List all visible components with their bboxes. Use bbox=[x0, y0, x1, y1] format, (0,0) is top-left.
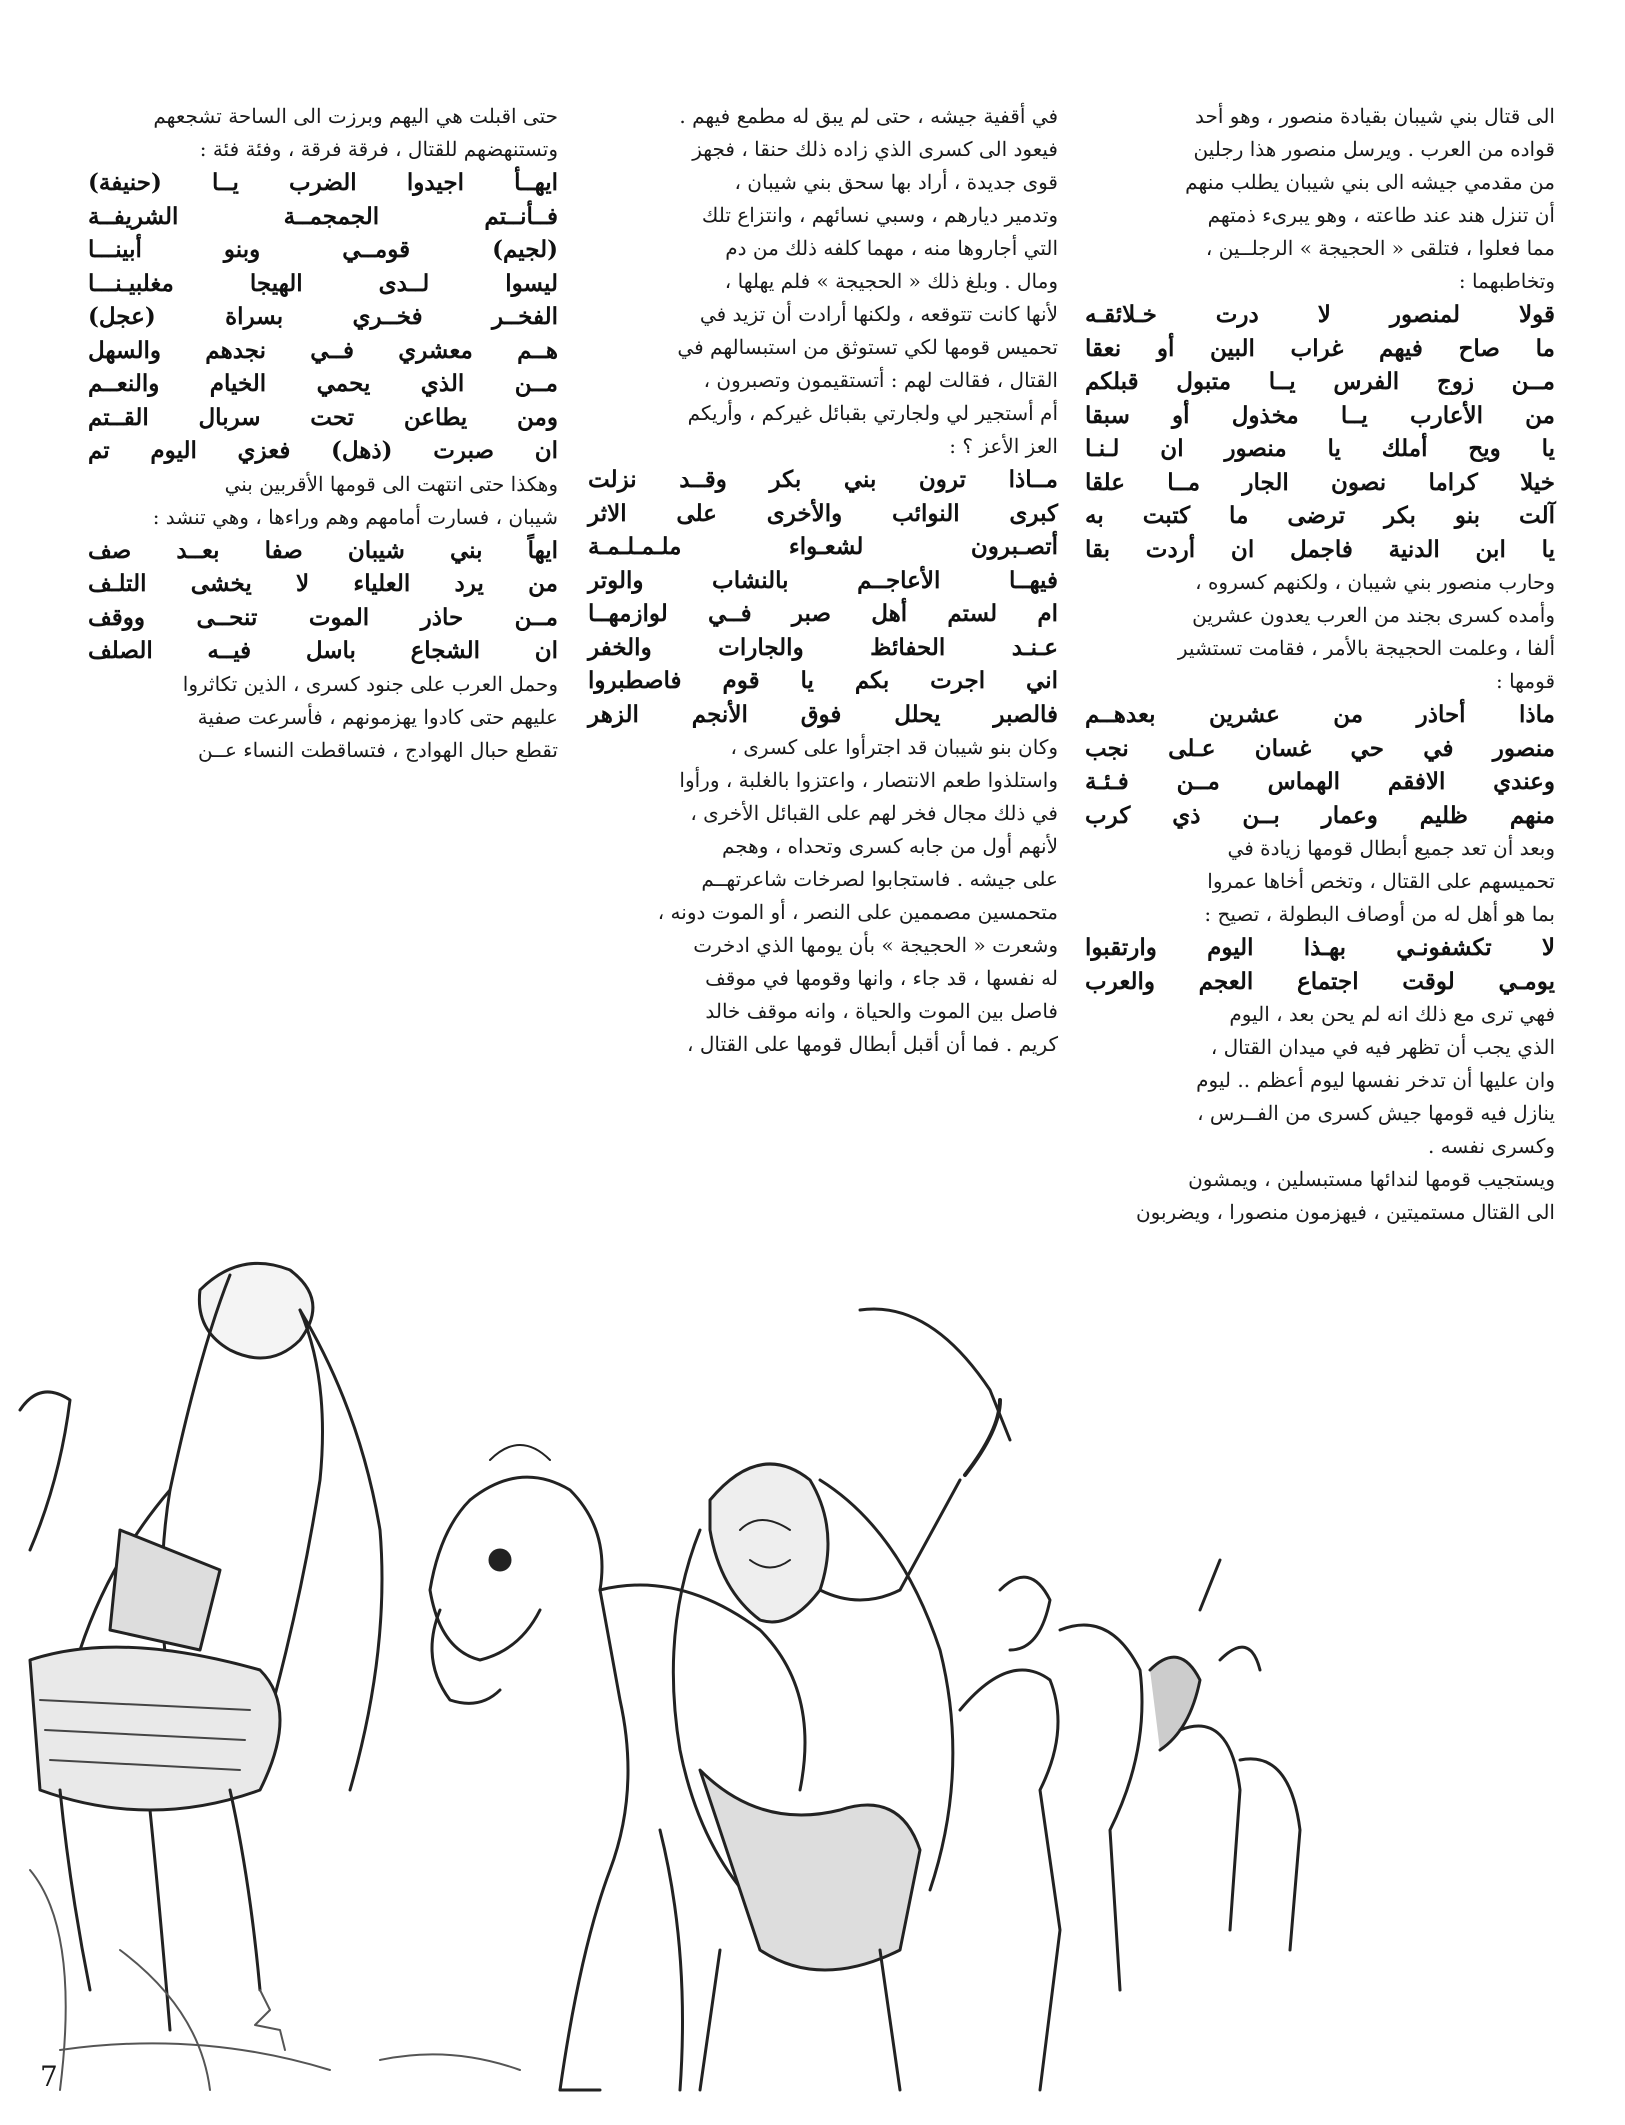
column-middle bbox=[588, 100, 1058, 1061]
verse-line: منصور في حي غسان عـلى نجب bbox=[1085, 734, 1555, 762]
verse-line: فالصبر يحلل فوق الأنجم الزهر bbox=[588, 700, 1058, 728]
prose-line: ومال . وبلغ ذلك « الحجيجة » فلم يهلها ، bbox=[724, 269, 1058, 293]
prose-line: قواده من العرب . ويرسل منصور هذا رجلين bbox=[1193, 137, 1555, 161]
verse-line: الفخــر فخــري بسراة (عجل) bbox=[88, 303, 558, 330]
distant-riders-drawing bbox=[960, 1560, 1300, 2090]
prose-line: التي أجاروها منه ، مهما كلفه ذلك من دم bbox=[725, 236, 1058, 260]
prose-line: وكسرى نفسه . bbox=[1427, 1134, 1555, 1158]
verse-line: ماذا أحاذر من عشرين بعدهــم bbox=[1085, 701, 1555, 728]
prose-line: الذي يجب أن تظهر فيه في ميدان القتال ، bbox=[1210, 1035, 1555, 1059]
prose-line: تحميسهم على القتال ، وتخص أخاها عمروا bbox=[1207, 869, 1555, 893]
verse-line: ايهــأ اجيدوا الضرب يــا (حنيفة) bbox=[88, 169, 558, 196]
verse-line: كبرى النوائب والأخرى على الاثر bbox=[588, 499, 1058, 527]
prose-line: وتخاطبهما : bbox=[1458, 269, 1555, 293]
prose-line: مما فعلوا ، فتلقى « الحجيجة » الرجلــين ، bbox=[1205, 236, 1555, 260]
prose-line: في ذلك مجال فخر لهم على القبائل الأخرى ، bbox=[690, 801, 1058, 825]
illustration-arab-horsemen bbox=[0, 1230, 1625, 2125]
central-rider-drawing bbox=[673, 1309, 1010, 2090]
prose-line: فيعود الى كسرى الذي زاده ذلك حنقا ، فجهز bbox=[692, 137, 1058, 161]
prose-line: وان عليها أن تدخر نفسها ليوم أعظم .. ليوم bbox=[1196, 1068, 1555, 1092]
prose-line: بما هو أهل له من أوصاف البطولة ، تصيح : bbox=[1204, 902, 1555, 926]
verse-line: من الأعارب يــا مخذول أو سبقا bbox=[1085, 401, 1555, 429]
prose-line: في أقفية جيشه ، حتى لم يبق له مطمع فيهم . bbox=[679, 104, 1058, 128]
column-right bbox=[1085, 100, 1555, 1229]
column-left bbox=[88, 100, 558, 767]
verse-line: (لجيم) قومــي وبنو أبينـــا bbox=[88, 236, 558, 263]
verse-line: من يرد العلياء لا يخشى التلـف bbox=[88, 570, 558, 597]
prose-line: ألفا ، وعلمت الحجيجة بالأمر ، فقامت تستشير bbox=[1177, 636, 1555, 660]
verse-line: ان صبرت (ذهل) فعزي اليوم تم bbox=[88, 437, 558, 464]
prose-line: وهكذا حتى انتهت الى قومها الأقربين بني bbox=[224, 471, 558, 496]
prose-line: فهي ترى مع ذلك انه لم يحن بعد ، اليوم bbox=[1229, 1002, 1555, 1026]
prose-line: وبعد أن تعد جميع أبطال قومها زيادة في bbox=[1227, 836, 1555, 860]
verse-line: منهم ظليم وعمار بــن ذي كرب bbox=[1085, 801, 1555, 829]
verse-line: مــن الذي يحمي الخيام والنعــم bbox=[88, 370, 558, 397]
ground-drawing bbox=[60, 1990, 520, 2070]
prose-line: تحميس قومها لكي تستوثق من استبسالهم في bbox=[677, 335, 1058, 359]
prose-line: وحارب منصور بني شيبان ، ولكنهم كسروه ، bbox=[1195, 570, 1555, 594]
page-number: 7 bbox=[40, 2060, 58, 2093]
prose-line: لأنهم أول من جابه كسرى وتحداه ، وهجم bbox=[721, 834, 1058, 858]
prose-line: وتستنهضهم للقتال ، فرقة فرقة ، وفئة فئة : bbox=[199, 137, 558, 161]
verse-line: خيلا كراما نصون الجار مــا علقا bbox=[1085, 468, 1555, 496]
verse-line: فيهــا الأعاجــم بالنشاب والوتر bbox=[588, 566, 1058, 594]
left-rider-drawing bbox=[20, 1263, 382, 2090]
prose-line: أم أستجير لي ولجارتي بقبائل غيركم ، وأريكم bbox=[687, 401, 1058, 425]
prose-line: وشعرت « الحجيجة » بأن يومها الذي ادخرت bbox=[693, 933, 1058, 957]
prose-line: الى القتال مستميتين ، فيهزمون منصورا ، ويضربون bbox=[1135, 1200, 1555, 1224]
prose-line: له نفسها ، قد جاء ، وانها وقومها في موقف bbox=[705, 966, 1058, 990]
verse-line: يومـي لوقت اجتماع العجم والعرب bbox=[1085, 967, 1555, 995]
verse-line: أتصـبرون لشعـواء ملـمـلـمـة bbox=[588, 533, 1058, 560]
verse-line: ايهاً بني شيبان صفا بعــد صف bbox=[88, 536, 558, 564]
prose-line: متحمسين مصممين على النصر ، أو الموت دونه ، bbox=[657, 900, 1058, 924]
prose-line: تقطع حبال الهوادج ، فتساقطت النساء عــن bbox=[198, 737, 558, 762]
prose-line: ويستجيب قومها لندائها مستبسلين ، ويمشون bbox=[1188, 1167, 1555, 1191]
prose-line: على جيشه . فاستجابوا لصرخات شاعرتهــم bbox=[701, 867, 1058, 891]
verse-line: مــن حاذر الموت تنحــى ووقف bbox=[88, 603, 558, 631]
verse-line: وعندي الافقم الهماس مــن فـئـة bbox=[1085, 768, 1555, 795]
verse-line: عـنـد الحفائظ والجارات والخفر bbox=[588, 633, 1058, 661]
verse-line: مــاذا ترون بني بكر وقــد نزلت bbox=[588, 466, 1058, 493]
prose-line: وتدمير ديارهم ، وسبي نسائهم ، وانتزاع تلك bbox=[701, 203, 1058, 227]
prose-line: كريم . فما أن أقبل أبطال قومها على القتال ، bbox=[687, 1032, 1058, 1056]
prose-line: أن تنزل هند عند طاعته ، وهو يبرىء ذمتهم bbox=[1207, 203, 1555, 227]
verse-line: مــن زوج الفرس يــا متبول قبلكم bbox=[1085, 368, 1555, 395]
prose-line: وأمده كسرى بجند من العرب يعدون عشرين bbox=[1192, 603, 1555, 627]
prose-line: عليهم حتى كادوا يهزمونهم ، فأسرعت صفية bbox=[197, 704, 558, 729]
verse-line: ام لستم أهل صبر فــي لوازمهــا bbox=[588, 600, 1058, 627]
prose-line: العز الأعز ؟ : bbox=[949, 434, 1058, 458]
prose-line: ينازل فيه قومها جيش كسرى من الفــرس ، bbox=[1197, 1101, 1555, 1125]
prose-line: قومها : bbox=[1495, 669, 1555, 693]
verse-line: اني اجرت بكم يا قوم فاصطبروا bbox=[588, 667, 1058, 694]
prose-line: القتال ، فقالت لهم : أتستقيمون وتصبرون ، bbox=[703, 368, 1058, 392]
verse-line: ان الشجاع باسل فيــه الصلف bbox=[88, 637, 558, 664]
verse-line: ما صاح فيهم غراب البين أو نعقا bbox=[1085, 334, 1555, 362]
verse-line: قولا لمنصور لا درت خـلائقـه bbox=[1085, 301, 1555, 328]
verse-line: ومن يطاعن تحت سربال القــتم bbox=[88, 403, 558, 431]
prose-line: فاصل بين الموت والحياة ، وانه موقف خالد bbox=[705, 999, 1058, 1023]
verse-line: هــم معشري فــي نجدهم والسهل bbox=[88, 336, 558, 364]
prose-line: قوى جديدة ، أراد بها سحق بني شيبان ، bbox=[734, 170, 1058, 194]
prose-line: من مقدمي جيشه الى بني شيبان يطلب منهم bbox=[1185, 170, 1555, 194]
prose-line: وحمل العرب على جنود كسرى ، الذين تكاثروا bbox=[182, 671, 558, 696]
verse-line: آلت بنو بكر ترضى ما كتبت به bbox=[1085, 502, 1555, 529]
prose-line: شيبان ، فسارت أمامهم وهم وراءها ، وهي تنشد : bbox=[152, 504, 558, 529]
verse-line: ليسوا لــدى الهيجا مغلبيـنـــا bbox=[88, 269, 558, 297]
prose-line: حتى اقبلت هي اليهم وبرزت الى الساحة تشجعهم bbox=[153, 104, 558, 128]
verse-line: يا ابن الدنية فاجمل ان أردت بقا bbox=[1085, 535, 1555, 563]
prose-line: لأنها كانت تتوقعه ، ولكنها أرادت أن تزيد في bbox=[699, 302, 1058, 326]
prose-line: واستلذوا طعم الانتصار ، واعتزوا بالغلبة ، ورأوا bbox=[679, 768, 1058, 792]
verse-line: لا تكشفونـي بهـذا اليوم وارتقبوا bbox=[1085, 934, 1555, 961]
prose-line: وكان بنو شيبان قد اجترأوا على كسرى ، bbox=[730, 735, 1058, 759]
prose-line: الى قتال بني شيبان بقيادة منصور ، وهو أحد bbox=[1195, 104, 1555, 128]
verse-line: فــأنــتم الجمجمــة الشريفــة bbox=[88, 202, 558, 230]
verse-line: يا ويح أملك يا منصور ان لـنـا bbox=[1085, 435, 1555, 462]
